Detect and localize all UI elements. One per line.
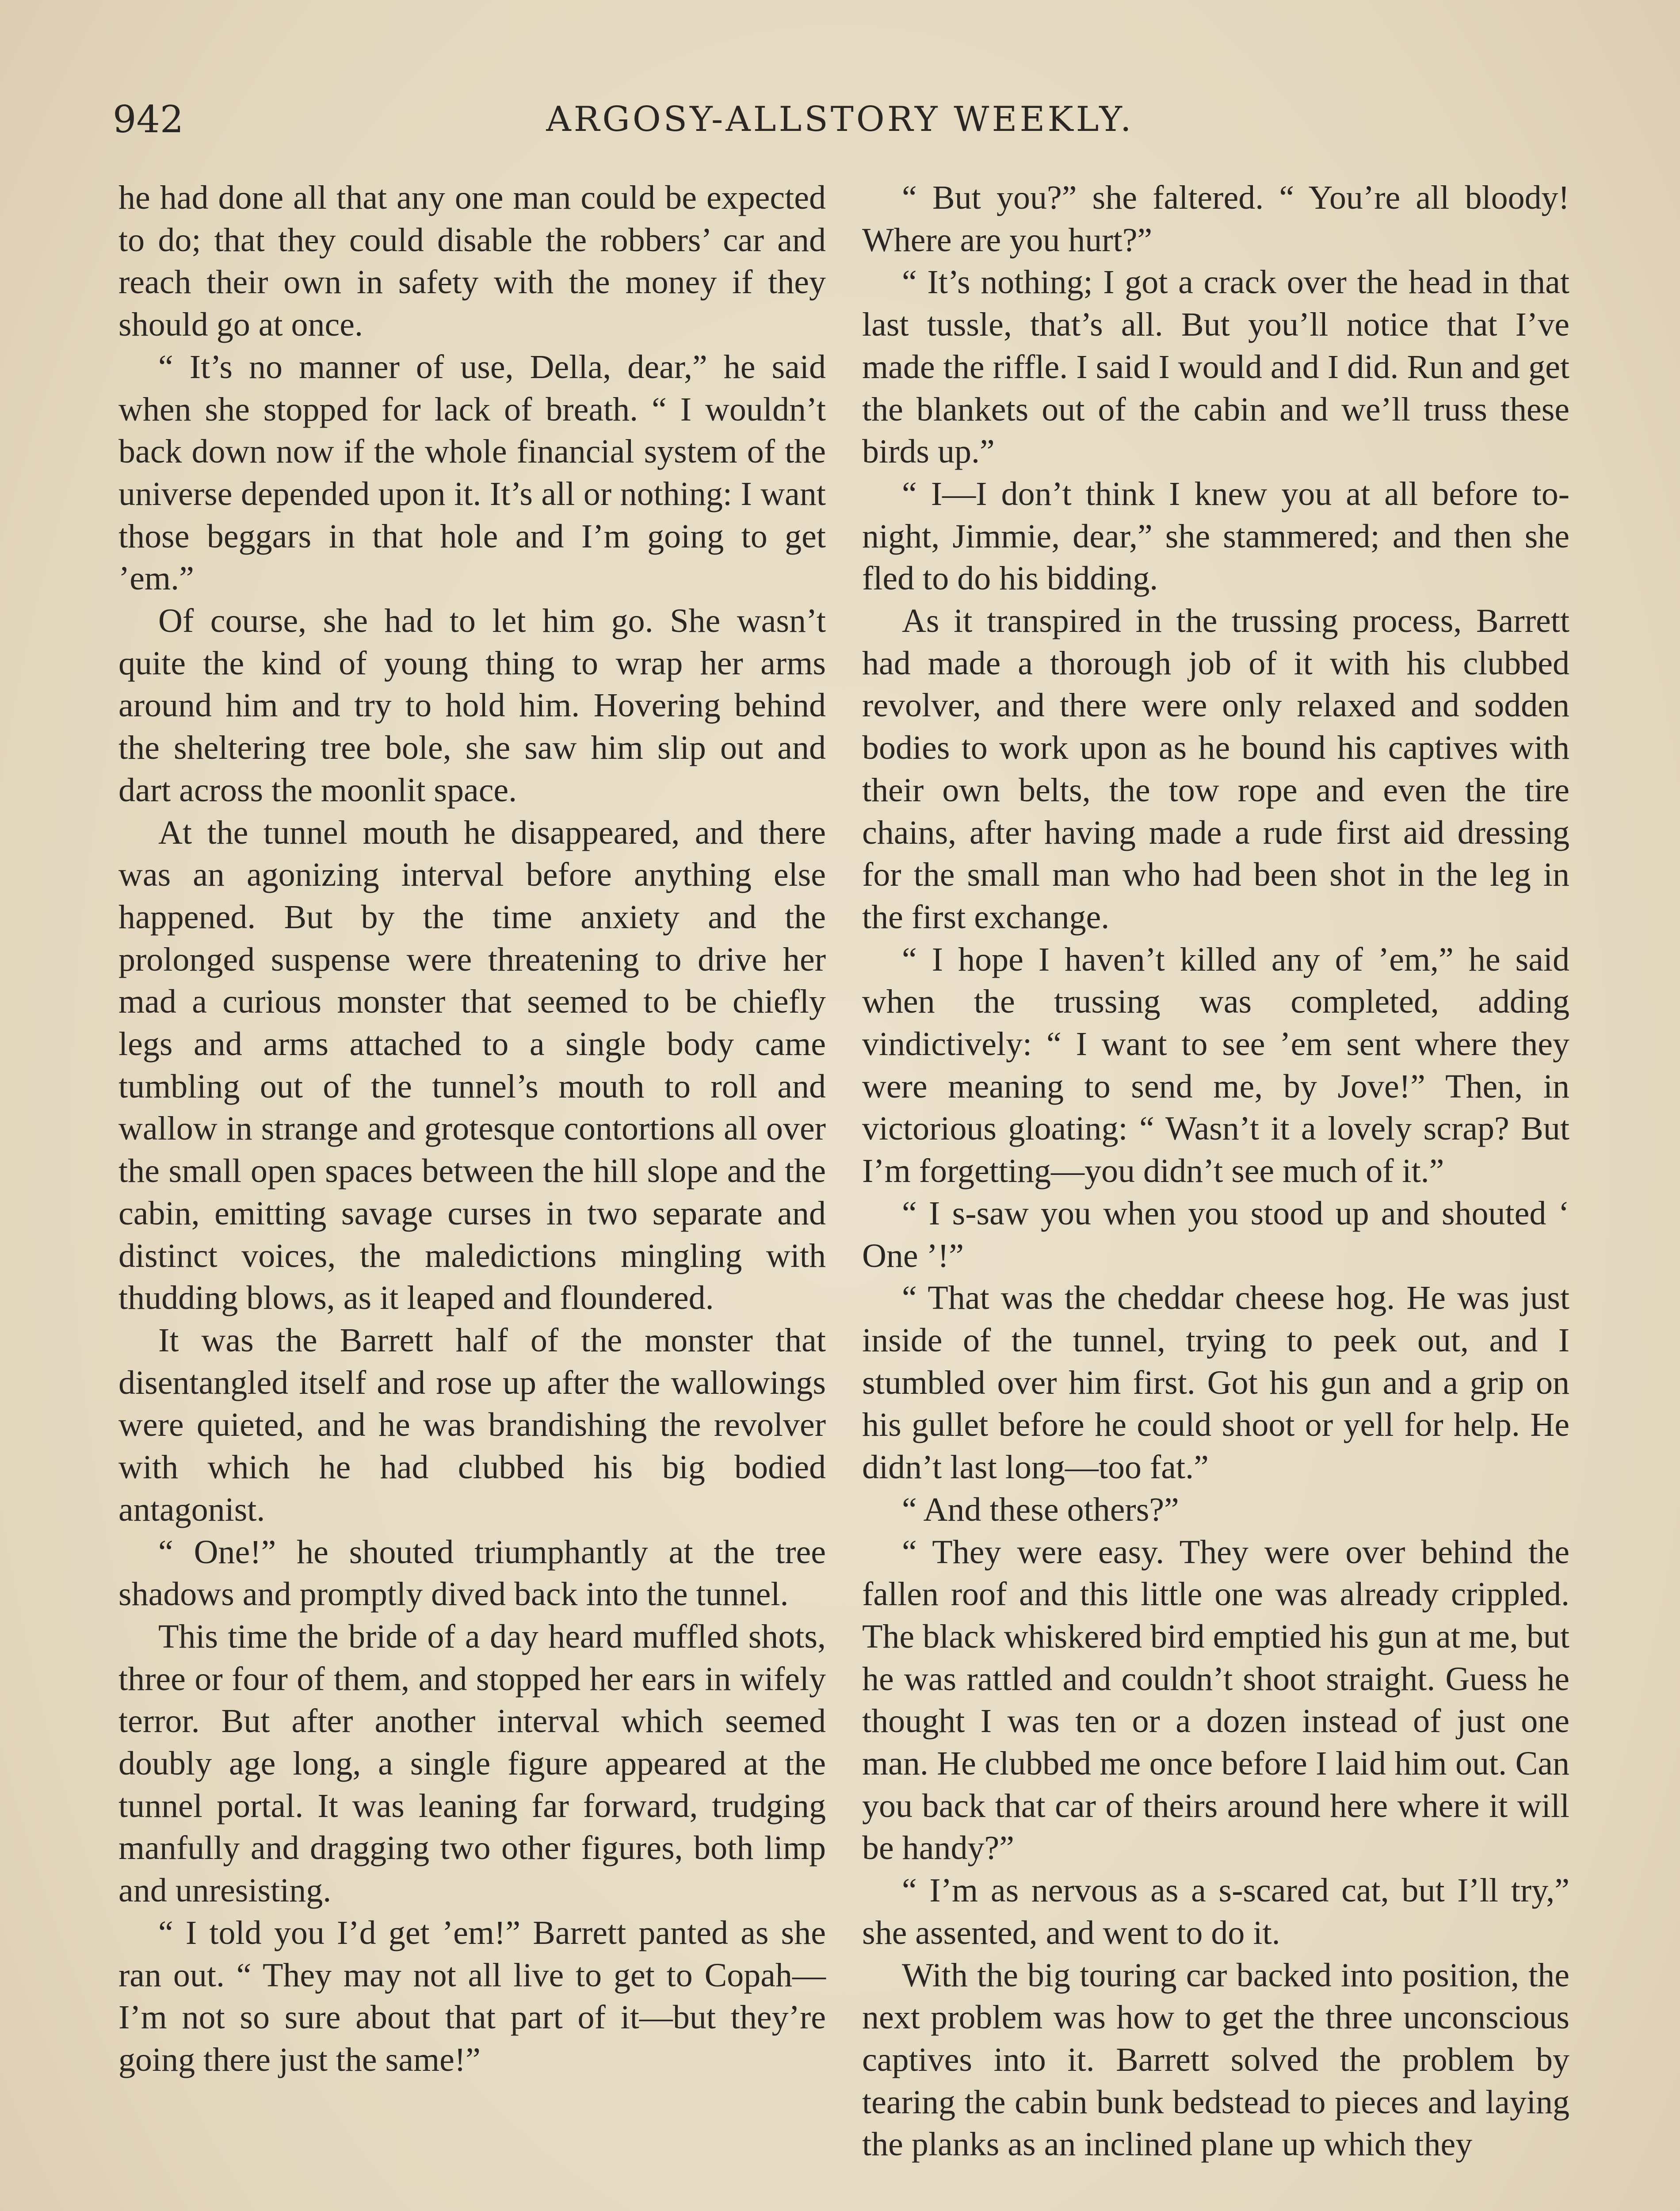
paragraph: Of course, she had to let him go. She wasn’t quite the kind of young thing to wrap her arms around him and try to hold him. Hovering behind the sheltering tree bole, she saw him slip out and dart across the moonlit space. bbox=[118, 602, 826, 809]
paragraph: “ I s-saw you when you stood up and shouted ‘ One ’!” bbox=[862, 1194, 1569, 1274]
paragraph: “ I—I don’t think I knew you at all before to-night, Jimmie, dear,” she stammered; and then she fled to do his bidding. bbox=[862, 475, 1569, 597]
paragraph: At the tunnel mouth he disappeared, and there was an agonizing interval before anything else happened. But by the time anxiety and the prolonged suspense were threatening to drive her mad a curious monster that seemed to be chiefly legs and arms attached to a single body came tumbling out of the tunnel’s mouth to roll and wallow in strange and grotesque contortions all over the small open spaces between the hill slope and the cabin, emitting savage curses in two separate and distinct voices, the maledictions mingling with thudding blows, as it leaped and floundered. bbox=[118, 814, 826, 1317]
paragraph: “ But you?” she faltered. “ You’re all bloody! Where are you hurt?” bbox=[862, 179, 1569, 259]
paragraph: “ And these others?” bbox=[902, 1491, 1179, 1528]
paragraph: It was the Barrett half of the monster that disentangled itself and rose up after the wallowings were quieted, and he was brandishing the revolver with which he had clubbed his big bodied antagonist. bbox=[118, 1321, 826, 1528]
paragraph: As it transpired in the trussing process, Barrett had made a thorough job of it with his clubbed revolver, and there were only relaxed and sodden bodies to work upon as he bound his captives with their own belts, the tow rope and even the tire chains, after having made a rude first aid dressing for the small man who had been shot in the leg in the first exchange. bbox=[862, 602, 1569, 936]
page-header bbox=[113, 95, 1567, 148]
paragraph: “ I’m as nervous as a s-scared cat, but I’ll try,” she assented, and went to do it. bbox=[862, 1872, 1569, 1951]
running-head: ARGOSY-ALLSTORY WEEKLY. bbox=[546, 99, 1134, 139]
paragraph: “ It’s no manner of use, Della, dear,” he said when she stopped for lack of breath. “ I wouldn’t back down now if the whole financial system of the universe depended upon it. It’s all or nothing: I want those beggars in that hole and I’m going to get ’em.” bbox=[118, 348, 826, 597]
paragraph: “ I told you I’d get ’em!” Barrett panted as she ran out. “ They may not all live to get to Copah—I’m not so sure about that part of it—but they’re going there just the same!” bbox=[118, 1914, 826, 2078]
left-column bbox=[118, 177, 826, 2081]
paragraph: “ It’s nothing; I got a crack over the head in that last tussle, that’s all. But you’ll notice that I’ve made the riffle. I said I would and I did. Run and get the blankets out of the cabin and we’ll truss these birds up.” bbox=[862, 264, 1569, 471]
paragraph: “ That was the cheddar cheese hog. He was just inside of the tunnel, trying to peek out, and I stumbled over him first. Got his gun and a grip on his gullet before he could shoot or yell for help. He didn’t last long—too fat.” bbox=[862, 1279, 1569, 1486]
paragraph: “ One!” he shouted triumphantly at the tree shadows and promptly dived back into the tunnel. bbox=[118, 1533, 826, 1613]
paragraph: This time the bride of a day heard muffled shots, three or four of them, and stopped her ears in wifely terror. But after another interval which seemed doubly age long, a single figure appeared at the tunnel portal. It was leaning far forward, trudging manfully and dragging two other figures, both limp and unresisting. bbox=[118, 1618, 826, 1909]
paragraph: With the big touring car backed into position, the next problem was how to get the three unconscious captives into it. Barrett solved the problem by tearing the cabin bunk bedstead to pieces and laying the planks as an inclined plane up which they bbox=[862, 1956, 1569, 2163]
paragraph: he had done all that any one man could be expected to do; that they could disable the robbers’ car and reach their own in safety with the money if they should go at once. bbox=[118, 179, 826, 344]
paragraph: “ I hope I haven’t killed any of ’em,” he said when the trussing was completed, adding vindictively: “ I want to see ’em sent where they were meaning to send me, by Jove!” Then, in victorious gloating: “ Wasn’t it a lovely scrap? But I’m forgetting—you didn’t see much of it.” bbox=[862, 941, 1569, 1190]
right-column bbox=[862, 177, 1569, 2166]
paragraph: “ They were easy. They were over behind the fallen roof and this little one was already crippled. The black whiskered bird emptied his gun at me, but he was rattled and couldn’t shoot straight. Guess he thought I was ten or a dozen instead of just one man. He clubbed me once before I laid him out. Can you back that car of theirs around here where it will be handy?” bbox=[862, 1533, 1569, 1867]
page-number: 942 bbox=[113, 98, 184, 141]
